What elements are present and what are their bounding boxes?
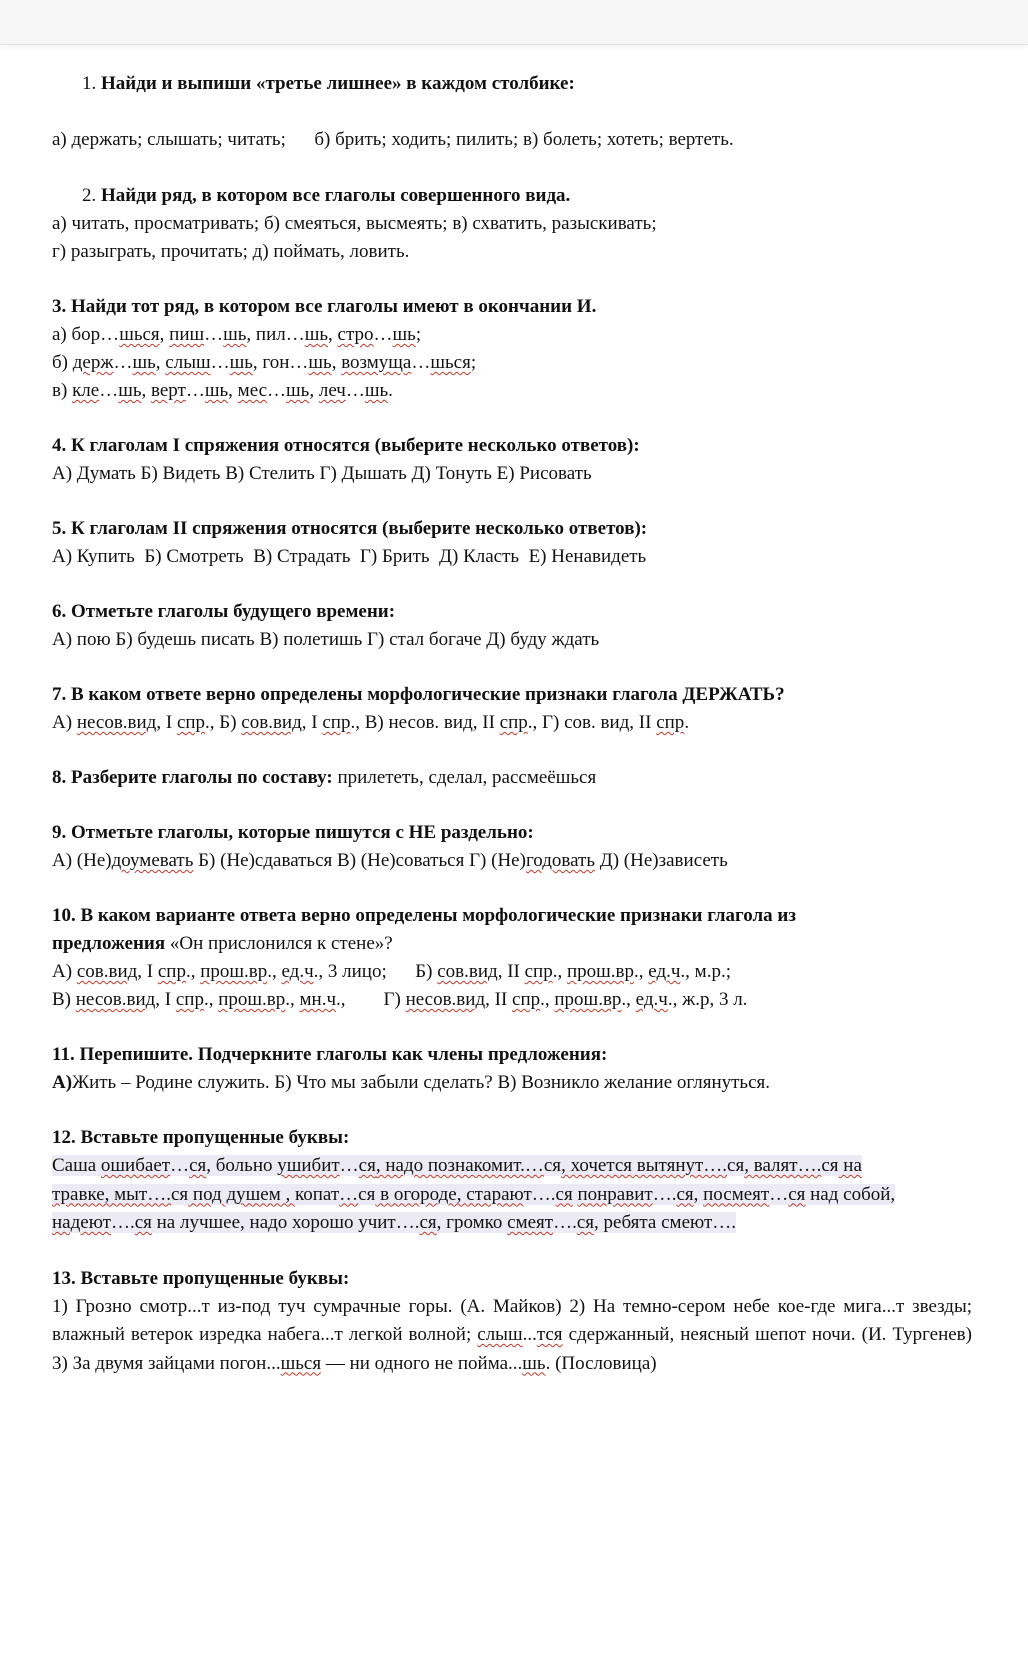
- question-9-options: А) (Не)доумевать Б) (Не)сдаваться В) (Не)соваться Г) (Не)годовать Д) (Не)зависеть: [52, 850, 728, 871]
- question-6-title: 6. Отметьте глаголы будущего времени:: [52, 601, 396, 622]
- question-10-options-line-1: А) сов.вид, I спр., прош.вр., ед.ч., 3 лицо; Б) сов.вид, II спр., прош.вр., ед.ч., м.р.;: [52, 961, 731, 982]
- question-8: 8. Разберите глаголы по составу: прилететь, сделал, рассмеёшься: [52, 767, 597, 788]
- question-13-title: 13. Вставьте пропущенные буквы:: [52, 1267, 350, 1289]
- question-4-title: 4. К глаголам I спряжения относятся (выберите несколько ответов):: [52, 435, 640, 456]
- question-7-options: А) несов.вид, I спр., Б) сов.вид, I спр., В) несов. вид, II спр., Г) сов. вид, II спр.: [52, 712, 690, 733]
- question-2-title: 2. Найди ряд, в котором все глаголы совершенного вида.: [82, 185, 571, 206]
- question-1-options: а) держать; слышать; читать; б) брить; ходить; пилить; в) болеть; хотеть; вертеть.: [52, 129, 734, 150]
- question-3-title: 3. Найди тот ряд, в котором все глаголы имеют в окончании И.: [52, 296, 597, 317]
- question-9-title: 9. Отметьте глаголы, которые пишутся с НЕ раздельно:: [52, 822, 534, 843]
- question-12-text: Саша ошибает…ся, больно ушибит…ся, надо познакомит.…ся, хочется вытянут….ся, валят….ся на травке, мыт….ся под душем , копат…ся в огороде, старают….ся понравит….ся, посмеят…ся над собой, надеют….ся на лучшее, надо хорошо учит….ся, громко смеят….ся, ребята смеют….: [52, 1155, 896, 1233]
- question-10-title: 10. В каком варианте ответа верно определены морфологические признаки глагола из предложения «Он прислонился к стене»?: [52, 905, 796, 954]
- question-11-text: А)Жить – Родине служить. Б) Что мы забыли сделать? В) Возникло желание оглянуться.: [52, 1072, 771, 1093]
- question-2-options-line-2: г) разыграть, прочитать; д) поймать, ловить.: [52, 241, 410, 262]
- question-3-row-c: в) кле…шь, верт…шь, мес…шь, леч…шь.: [52, 380, 393, 401]
- question-12-title: 12. Вставьте пропущенные буквы:: [52, 1127, 350, 1148]
- question-5-options: А) Купить Б) Смотреть В) Страдать Г) Брить Д) Класть Е) Ненавидеть: [52, 546, 647, 567]
- question-3-row-a: а) бор…шься, пиш…шь, пил…шь, стро…шь;: [52, 324, 422, 345]
- viewer-top-bar: [0, 0, 1028, 45]
- question-3-row-b: б) держ…шь, слыш…шь, гон…шь, возмуща…шься;: [52, 352, 477, 373]
- worksheet: [52, 70, 972, 1378]
- question-11-title: 11. Перепишите. Подчеркните глаголы как члены предложения:: [52, 1044, 608, 1065]
- question-5-title: 5. К глаголам II спряжения относятся (выберите несколько ответов):: [52, 518, 648, 539]
- question-2-options-line-1: а) читать, просматривать; б) смеяться, высмеять; в) схватить, разыскивать;: [52, 213, 657, 234]
- question-7-title: 7. В каком ответе верно определены морфологические признаки глагола ДЕРЖАТЬ?: [52, 684, 785, 705]
- question-4-options: А) Думать Б) Видеть В) Стелить Г) Дышать Д) Тонуть Е) Рисовать: [52, 463, 592, 484]
- question-6-options: А) пою Б) будешь писать В) полетишь Г) стал богаче Д) буду ждать: [52, 629, 600, 650]
- question-13-text: 1) Грозно смотр...т из-под туч сумрачные горы. (А. Майков) 2) На темно-сером небе кое-где мига...т звезды; влажный ветерок изредка набега...т легкой волной; слыш...тся сдержанный, неясный шепот ночи. (И. Тургенев) 3) За двумя зайцами погон...шься — ни одного не пойма...шь. (Пословица): [52, 1295, 972, 1374]
- question-10-options-line-2: В) несов.вид, I спр., прош.вр., мн.ч., Г) несов.вид, II спр., прош.вр., ед.ч., ж.р, 3 л.: [52, 989, 748, 1010]
- question-1-title: 1. Найди и выпиши «третье лишнее» в каждом столбике:: [82, 73, 575, 94]
